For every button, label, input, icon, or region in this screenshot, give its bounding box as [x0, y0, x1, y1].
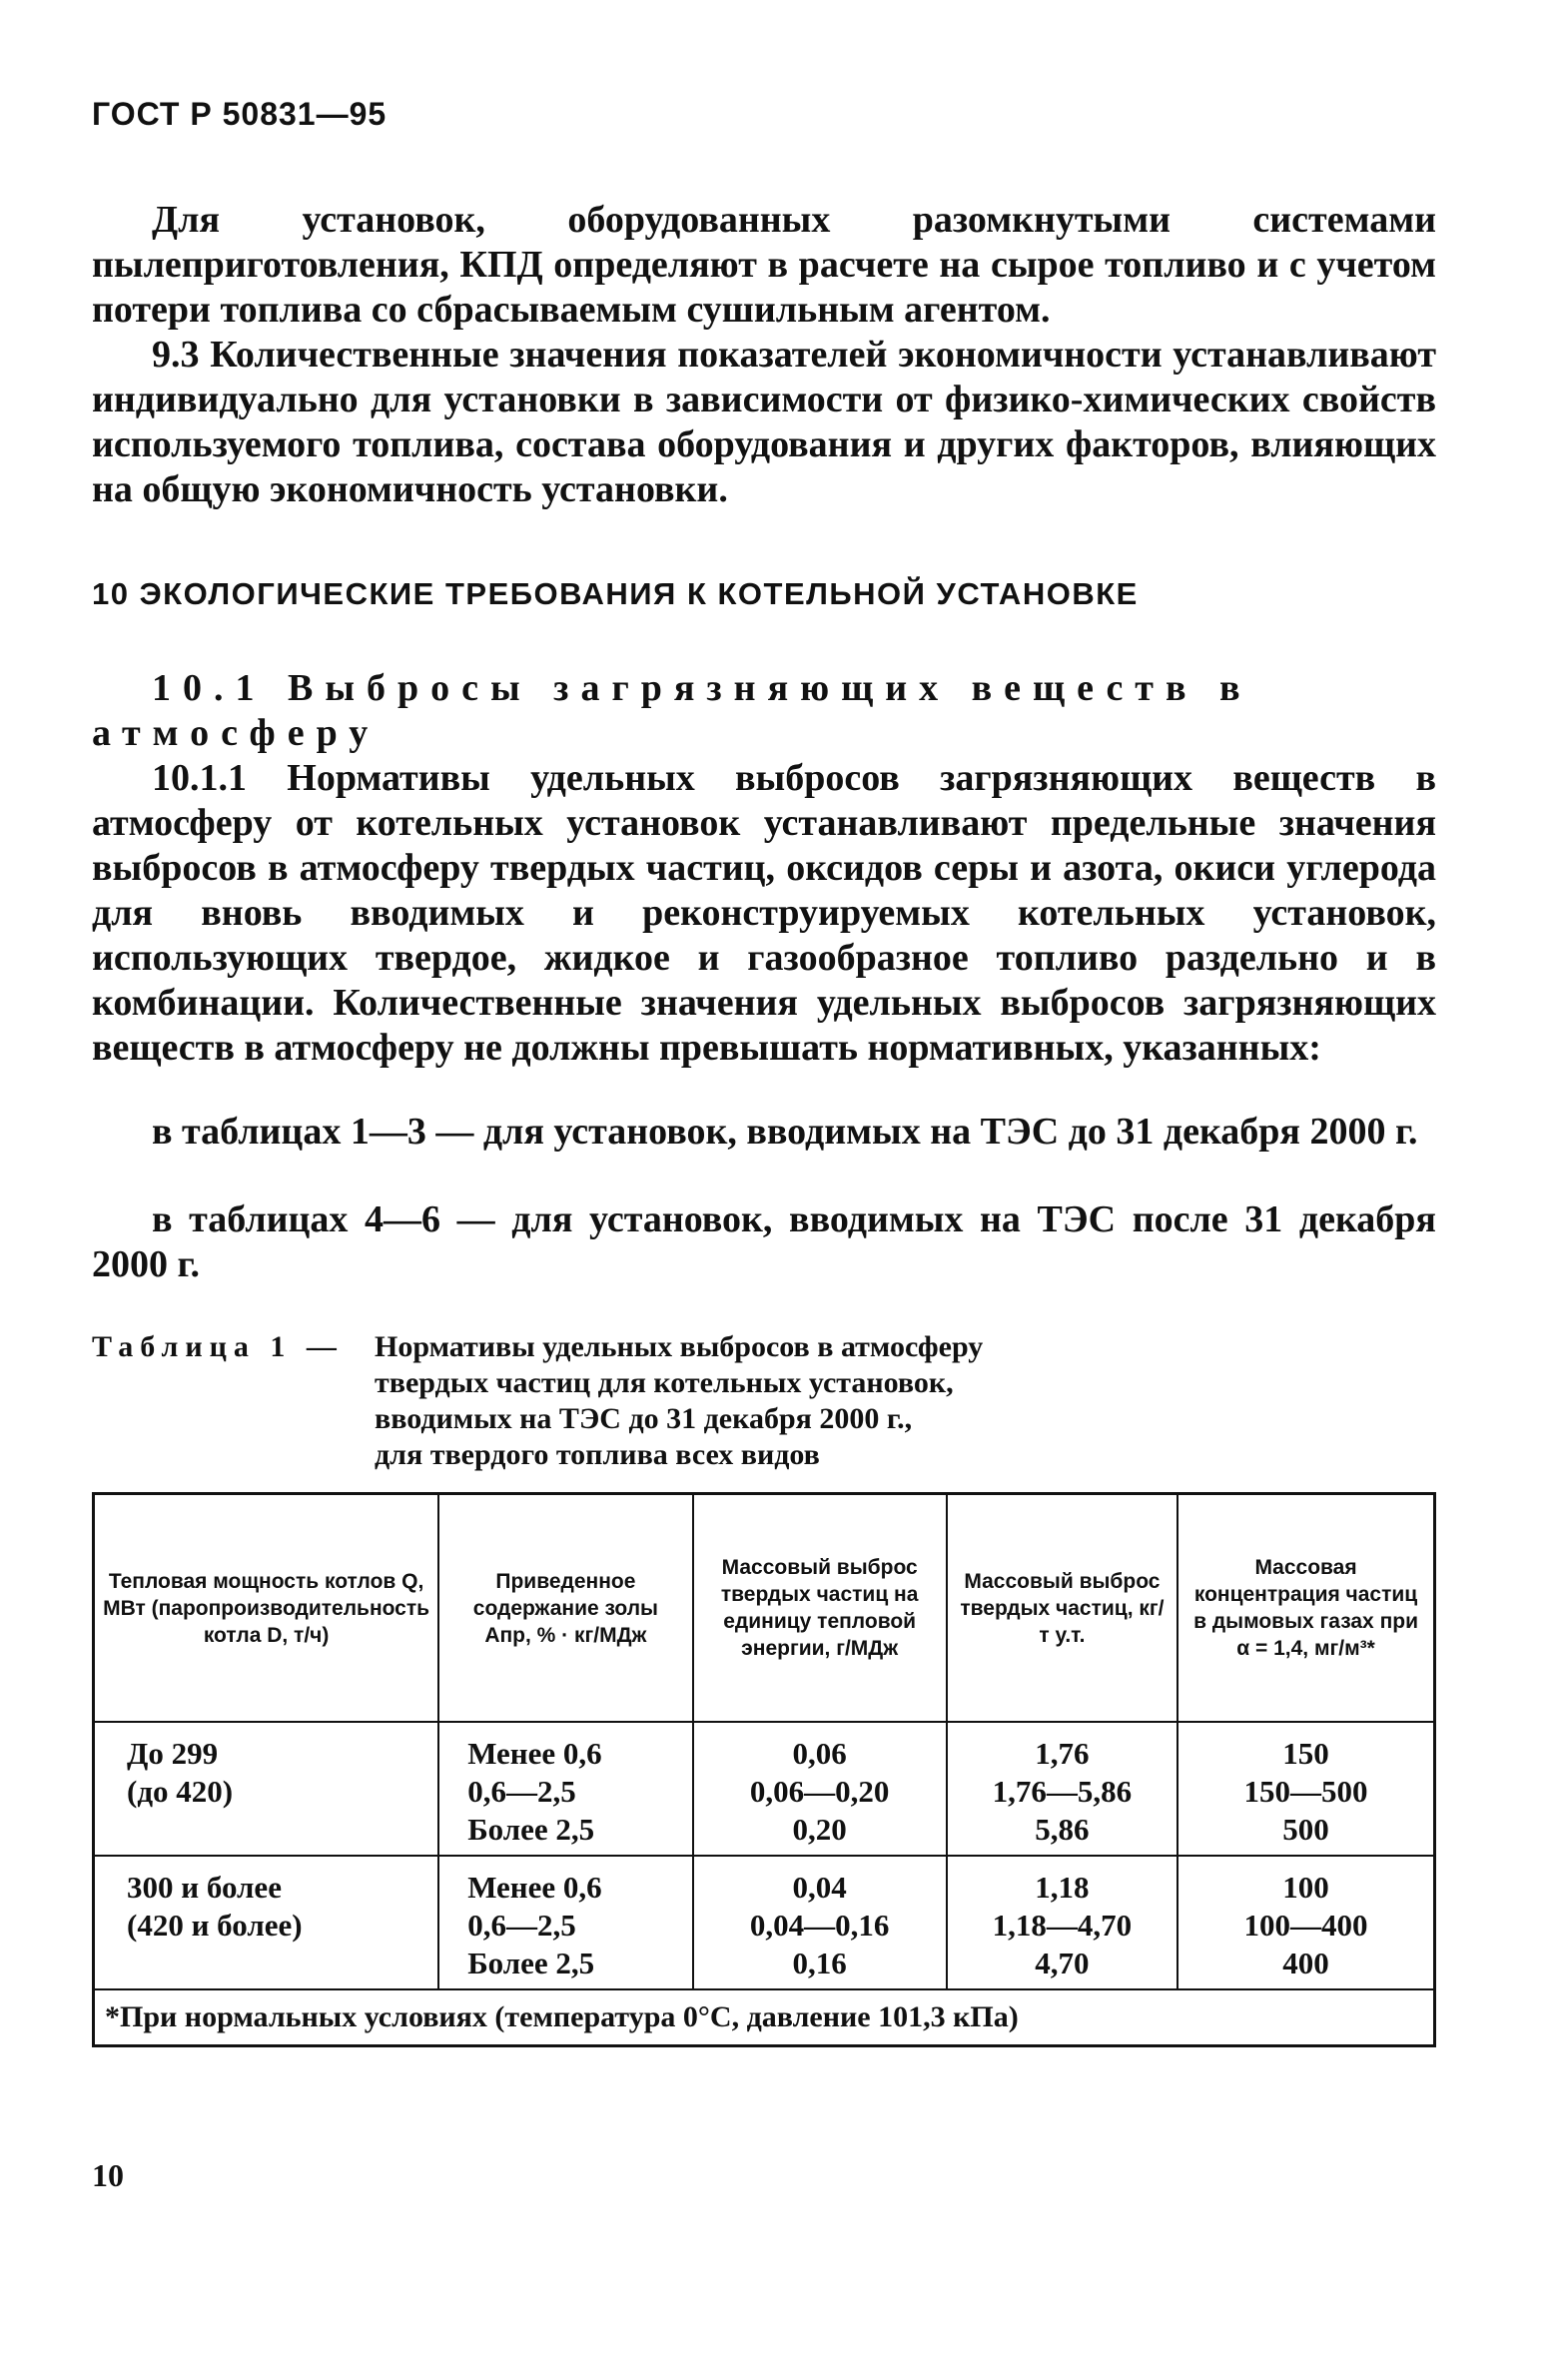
- header-capacity: Тепловая мощность котлов Q, МВт (паропроизводительность котла D, т/ч): [94, 1494, 439, 1723]
- cell-line: Более 2,5: [467, 1812, 595, 1847]
- clause-10-1-1: 10.1.1 Нормативы удельных выбросов загрязняющих веществ в атмосферу от котельных установок устанавливают предельные значения выбросов в атмосферу твердых частиц, оксидов серы и азота, окиси углерода для вновь вводимых и реконструируемых котельных установок, использующих твердое, жидкое и газообразное топливо раздельно и в комбинации. Количественные значения удельных выбросов загрязняющих веществ в атмосферу не должны превышать нормативных, указанных:: [92, 757, 1436, 1069]
- header-concentration: Массовая концентрация частиц в дымовых газах при α = 1,4, мг/м³*: [1177, 1494, 1434, 1723]
- table-label: Таблица 1 —: [92, 1330, 344, 1363]
- table-footnote: *При нормальных условиях (температура 0°С, давление 101,3 кПа): [94, 1989, 1435, 2046]
- header-ash-content: Приведенное содержание золы Aпр, % · кг/МДж: [438, 1494, 692, 1723]
- cell-line: (до 420): [127, 1774, 234, 1809]
- section-title: 10 ЭКОЛОГИЧЕСКИЕ ТРЕБОВАНИЯ К КОТЕЛЬНОЙ УСТАНОВКЕ: [92, 576, 1139, 611]
- table-row: [94, 1856, 1435, 1989]
- cell-line: 150: [1282, 1736, 1329, 1771]
- cell-line: 300 и более: [127, 1870, 282, 1905]
- cell-capacity: [94, 1856, 439, 1989]
- header-emission-per-energy: Массовый выброс твердых частиц на единицу тепловой энергии, г/МДж: [693, 1494, 947, 1723]
- cell-line: Более 2,5: [467, 1946, 595, 1980]
- cell-line: 0,6—2,5: [467, 1774, 576, 1809]
- header-emission-per-fuel: Массовый выброс твердых частиц, кг/т у.т.: [947, 1494, 1177, 1723]
- cell-line: 1,76—5,86: [992, 1774, 1133, 1809]
- cell-ash: [438, 1856, 692, 1989]
- cell-line: 0,06—0,20: [749, 1774, 890, 1809]
- cell-line: (420 и более): [127, 1908, 303, 1943]
- cell-line: 5,86: [1035, 1812, 1090, 1847]
- cell-line: 150—500: [1243, 1774, 1368, 1809]
- cell-line: Менее 0,6: [467, 1870, 602, 1905]
- cell-per-energy: [693, 1856, 947, 1989]
- cell-per-fuel: [947, 1722, 1177, 1856]
- cell-line: 0,06: [792, 1736, 847, 1771]
- cell-line: Менее 0,6: [467, 1736, 602, 1771]
- clause-item-tables-4-6: в таблицах 4—6 — для установок, вводимых на ТЭС после 31 декабря 2000 г.: [92, 1198, 1436, 1285]
- cell-line: 1,76: [1035, 1736, 1090, 1771]
- cell-ash: [438, 1722, 692, 1856]
- cell-line: 0,16: [792, 1946, 847, 1980]
- clause-item-tables-1-3: в таблицах 1—3 — для установок, вводимых на ТЭС до 31 декабря 2000 г.: [152, 1111, 1418, 1153]
- caption-line: вводимых на ТЭС до 31 декабря 2000 г.,: [375, 1402, 913, 1435]
- cell-line: 0,20: [792, 1812, 847, 1847]
- cell-line: 1,18: [1035, 1870, 1090, 1905]
- cell-capacity: [94, 1722, 439, 1856]
- page-number: 10: [92, 2157, 124, 2193]
- table-caption-text: [375, 1329, 1253, 1473]
- table-footnote-row: [94, 1989, 1435, 2046]
- cell-line: 500: [1282, 1812, 1329, 1847]
- cell-line: 100—400: [1243, 1908, 1368, 1943]
- cell-line: 1,18—4,70: [992, 1908, 1133, 1943]
- cell-line: 0,04—0,16: [749, 1908, 890, 1943]
- caption-line: для твердого топлива всех видов: [375, 1438, 820, 1471]
- cell-line: До 299: [127, 1736, 219, 1771]
- cell-per-fuel: [947, 1856, 1177, 1989]
- table-header-row: [94, 1494, 1435, 1723]
- table-row: [94, 1722, 1435, 1856]
- caption-line: твердых частиц для котельных установок,: [375, 1366, 954, 1399]
- document-header: ГОСТ Р 50831—95: [92, 96, 388, 132]
- emissions-table: [92, 1492, 1436, 2047]
- cell-concentration: [1177, 1722, 1434, 1856]
- cell-line: 400: [1282, 1946, 1329, 1980]
- paragraph-pulverization: Для установок, оборудованных разомкнутыми системами пылеприготовления, КПД определяют в расчете на сырое топливо и с учетом потери топлива со сбрасываемым сушильным агентом.: [92, 199, 1436, 331]
- caption-line: Нормативы удельных выбросов в атмосферу: [375, 1330, 984, 1363]
- paragraph-9-3: 9.3 Количественные значения показателей экономичности устанавливают индивидуально для установки в зависимости от физико-химических свойств используемого топлива, состава оборудования и других факторов, влияющих на общую экономичность установки.: [92, 334, 1436, 510]
- cell-line: 100: [1282, 1870, 1329, 1905]
- cell-per-energy: [693, 1722, 947, 1856]
- subsection-title: 10.1 Выбросы загрязняющих веществ в атмосферу: [92, 667, 1252, 754]
- cell-line: 4,70: [1035, 1946, 1090, 1980]
- cell-concentration: [1177, 1856, 1434, 1989]
- cell-line: 0,04: [792, 1870, 847, 1905]
- cell-line: 0,6—2,5: [467, 1908, 576, 1943]
